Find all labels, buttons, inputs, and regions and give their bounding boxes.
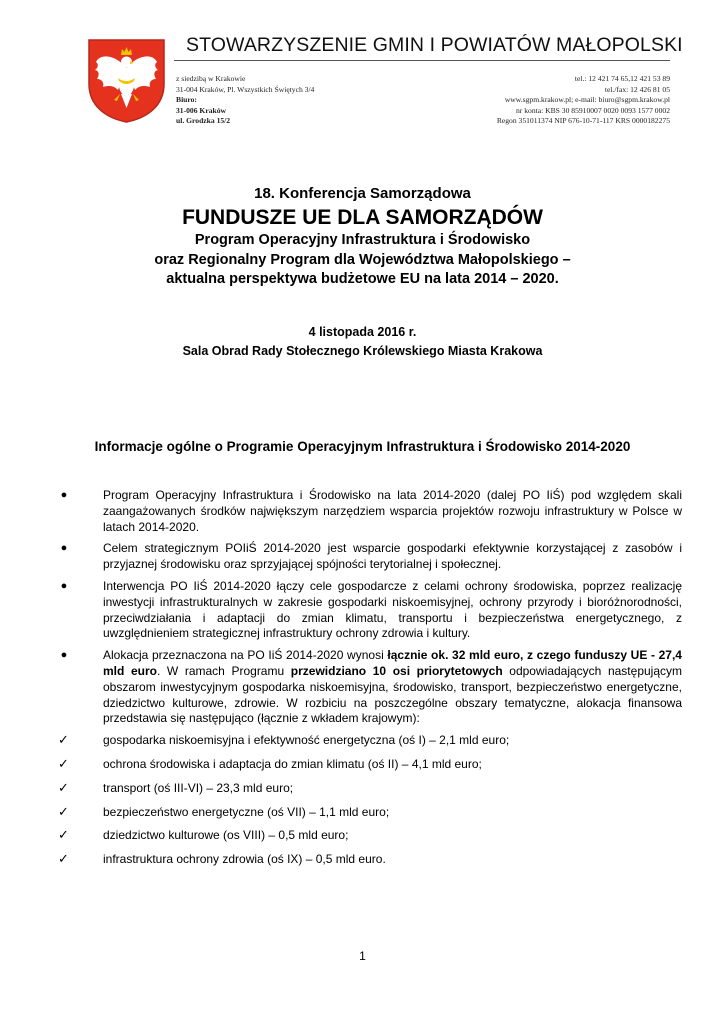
- checklist-item-text: gospodarka niskoemisyjna i efektywność energetyczna (oś I) – 2,1 mld euro;: [103, 733, 510, 748]
- header-divider: [174, 60, 670, 61]
- list-item-text: Interwencja PO IiŚ 2014-2020 łączy cele gospodarcze z celami ochrony środowiska, poprzez realizację inwestycji infrastrukturalnych w zakresie gospodarki niskoemisyjnej, ochrony przyrody i bioróżnorodności, przeciwdziałania i adaptacji do zmian klimatu, transportu i bezpieczeństwa energetycznego, z uwzględnieniem strategicznej infrastruktury ochrony zdrowia i kultury.: [103, 578, 682, 641]
- checklist-item: [58, 852, 682, 876]
- address-line: 31-004 Kraków, Pl. Wszystkich Świętych 3/4: [176, 84, 315, 94]
- organization-name: STOWARZYSZENIE GMIN I POWIATÓW MAŁOPOLSKI: [186, 34, 683, 56]
- checklist-item-text: infrastruktura ochrony zdrowia (oś IX) – 0,5 mld euro.: [103, 852, 386, 867]
- list-item-text: Celem strategicznym POIiŚ 2014-2020 jest wsparcie gospodarki efektywnie korzystającej z zasobów i przyjaznej środowisku oraz sprzyjającej spójności terytorialnej i społecznej.: [103, 541, 682, 572]
- main-title: FUNDUSZE UE DLA SAMORZĄDÓW: [182, 206, 543, 229]
- checklist-item-text: ochrona środowiska i adaptacja do zmian klimatu (oś II) – 4,1 mld euro;: [103, 756, 482, 771]
- subtitle-line: Program Operacyjny Infrastruktura i Środowisko: [194, 232, 531, 248]
- checklist-item-text: bezpieczeństwo energetyczne (oś VII) – 1,1 mld euro;: [103, 804, 390, 819]
- bullet-icon: ●: [60, 579, 68, 592]
- list-item-text: Program Operacyjny Infrastruktura i Środowisko na lata 2014-2020 (dalej PO IiŚ) pod względem skali zaangażowanych środków największym narzędziem wsparcia projektów rozwoju infrastruktury w Polsce w latach 2014-2020.: [103, 488, 682, 534]
- eagle-crest-icon: [87, 38, 166, 123]
- phone-line: tel.: 12 421 74 65,12 421 53 89: [574, 74, 670, 83]
- fax-line: tel./fax: 12 426 81 05: [604, 84, 670, 94]
- web-email-line: www.sgpm.krakow.pl; e-mail: biuro@sgpm.krakow.pl: [504, 95, 670, 104]
- page-number: 1: [359, 949, 366, 963]
- list-item: [58, 579, 682, 642]
- checkmark-icon: ✓: [58, 779, 69, 795]
- checklist-item: [58, 733, 682, 757]
- contact-block: [497, 74, 670, 127]
- checklist-item-text: transport (oś III-VI) – 23,3 mld euro;: [103, 780, 294, 795]
- address-line: z siedzibą w Krakowie: [176, 74, 246, 83]
- title-block: [0, 184, 725, 290]
- checkmark-icon: ✓: [58, 851, 69, 867]
- list-item: [58, 648, 682, 727]
- address-line: ul. Grodzka 15/2: [176, 116, 231, 125]
- checklist-item: [58, 805, 682, 829]
- checklist-item: [58, 781, 682, 805]
- checklist-item: [58, 757, 682, 781]
- checkmark-icon: ✓: [58, 755, 69, 771]
- checkmark-icon: ✓: [58, 732, 69, 748]
- document-body: [58, 488, 682, 876]
- bullet-icon: ●: [60, 649, 68, 662]
- registry-line: Regon 351011374 NIP 676-10-71-117 KRS 0000182275: [496, 116, 670, 125]
- address-line: 31-006 Kraków: [176, 105, 226, 115]
- event-date: 4 listopada 2016 r.: [308, 325, 417, 339]
- checkmark-icon: ✓: [58, 827, 69, 843]
- event-venue: Sala Obrad Rady Stołecznego Królewskiego Miasta Krakowa: [182, 344, 543, 358]
- bank-account-line: nr konta: KBS 30 85910007 0020 0093 1577 0002: [516, 105, 670, 115]
- address-block: [176, 74, 314, 127]
- list-item: [58, 541, 682, 573]
- address-line: Biuro:: [176, 95, 197, 104]
- checklist-item: [58, 828, 682, 852]
- checklist-item-text: dziedzictwo kulturowe (os VIII) – 0,5 mld euro;: [103, 828, 349, 843]
- conference-name: 18. Konferencja Samorządowa: [254, 185, 471, 202]
- bullet-icon: ●: [60, 542, 68, 555]
- subtitle-line: oraz Regionalny Program dla Województwa Małopolskiego –: [154, 251, 571, 268]
- section-heading: Informacje ogólne o Programie Operacyjnym Infrastruktura i Środowisko 2014-2020: [94, 439, 631, 454]
- checkmark-icon: ✓: [58, 803, 69, 819]
- event-details: [0, 323, 725, 361]
- bullet-icon: ●: [60, 489, 68, 501]
- allocation-text: Alokacja przeznaczona na PO IiŚ 2014-2020 wynosi łącznie ok. 32 mld euro, z czego funduszy UE - 27,4 mld euro. W ramach Programu przewidziano 10 osi priorytetowych odpowiadających następującym obszarom inwestycyjnym gospodarka niskoemisyjna, środowisko, transport, bezpieczeństwo energetyczne, dziedzictwo kulturowe, zdrowie. W rozbiciu na poszczególne obszary tematyczne, alokacja finansowa przedstawia się następująco (łącznie z wkładem krajowym):: [103, 648, 683, 726]
- list-item: [58, 488, 682, 535]
- subtitle-line: aktualna perspektywa budżetowe EU na lata 2014 – 2020.: [166, 271, 559, 287]
